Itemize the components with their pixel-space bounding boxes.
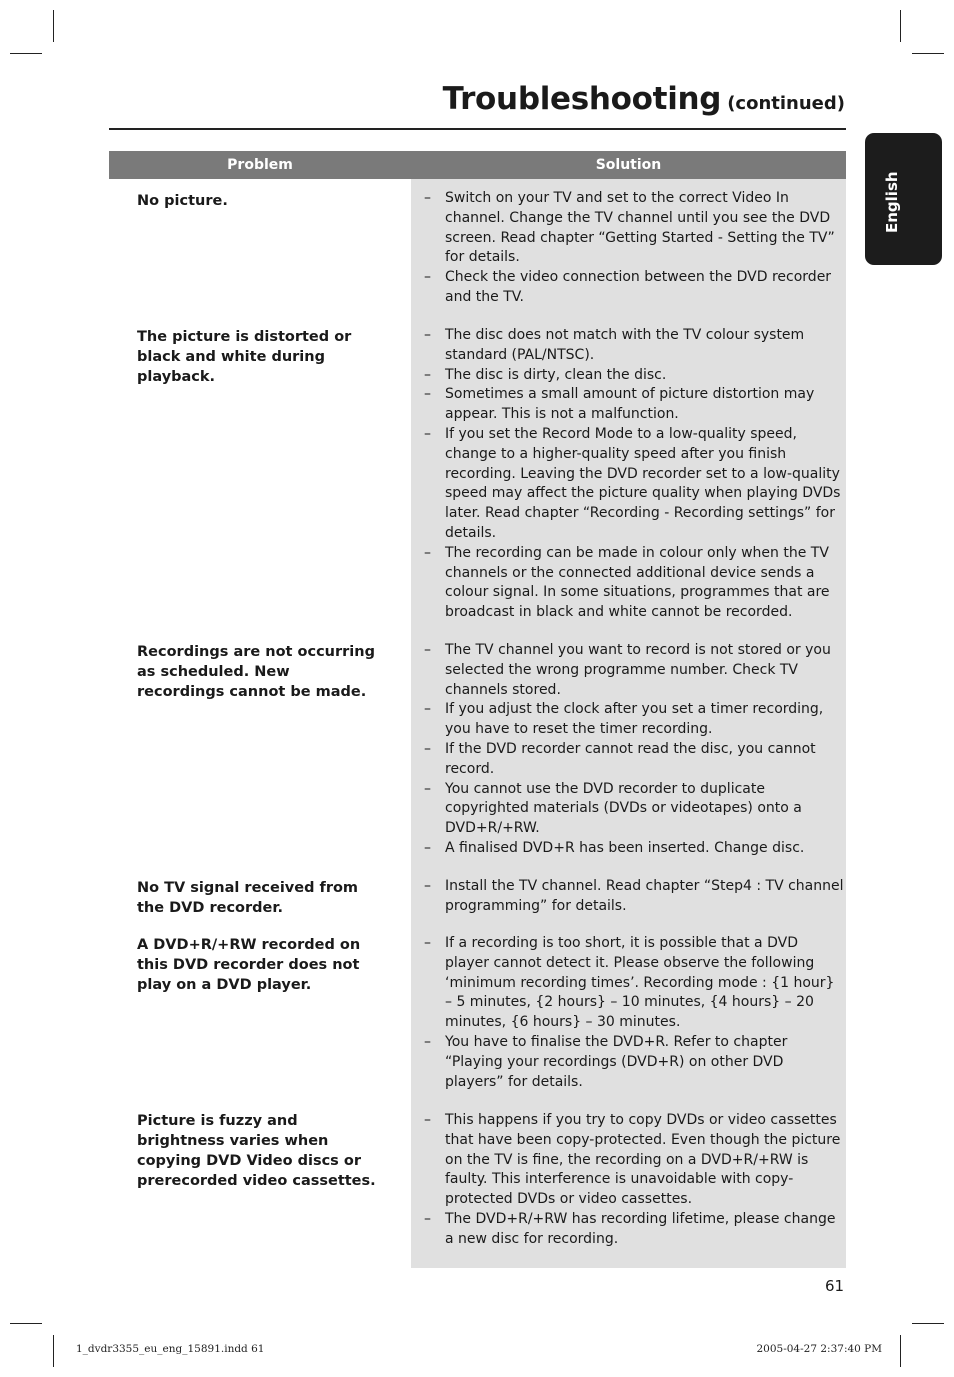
page-title-main: Troubleshooting <box>442 81 722 117</box>
footer-timestamp: 2005-04-27 2:37:40 PM <box>756 1343 882 1355</box>
solution-item: – The TV channel you want to record is not stored or you selected the wrong programme number. Check TV channels stored. <box>411 641 844 700</box>
problem-text: No TV signal received from the DVD recorder. <box>137 880 359 916</box>
solution-item: – The disc does not match with the TV colour system standard (PAL/NTSC). <box>411 326 844 366</box>
language-tab-label: English <box>883 171 901 233</box>
solution-item: – If the DVD recorder cannot read the disc, you cannot record. <box>411 740 844 780</box>
solution-item: – This happens if you try to copy DVDs or video cassettes that have been copy-protected. Even though the picture on the TV is fine, the recording on a DVD+R/+RW is faulty. This interference is unavoidable with copy-protected DVDs or video cassettes. <box>411 1111 844 1210</box>
solution-item: – A finalised DVD+R has been inserted. Change disc. <box>411 839 844 859</box>
solution-list <box>411 934 844 1092</box>
problem-text: Recordings are not occurring as scheduled. New recordings cannot be made. <box>137 644 375 700</box>
solution-item: – If you adjust the clock after you set a timer recording, you have to reset the timer recording. <box>411 700 844 740</box>
solution-item: – The recording can be made in colour only when the TV channels or the connected additional device sends a colour signal. In some situations, programmes that are broadcast in black and white cannot be recorded. <box>411 544 844 623</box>
header-problem: Problem <box>227 157 293 173</box>
language-tab <box>865 133 942 265</box>
page-title <box>442 81 845 117</box>
solution-item: – If a recording is too short, it is possible that a DVD player cannot detect it. Please observe the following ‘minimum recording times’. Recording mode : {1 hour} – 5 minutes, {2 hours} – 10 minutes, {4 hours} – 20 minutes, {6 hours} – 30 minutes. <box>411 934 844 1033</box>
crop-mark <box>53 10 54 42</box>
solution-item: – The disc is dirty, clean the disc. <box>411 366 844 386</box>
solution-item: – The DVD+R/+RW has recording lifetime, please change a new disc for recording. <box>411 1210 844 1250</box>
table-header <box>109 151 846 179</box>
solution-item: – If you set the Record Mode to a low-quality speed, change to a higher-quality speed after you finish recording. Leaving the DVD recorder set to a low-quality speed may affect the picture quality when playing DVDs later. Read chapter “Recording - Recording settings” for details. <box>411 425 844 544</box>
crop-mark <box>900 10 901 42</box>
header-solution: Solution <box>595 157 662 173</box>
problem-text: A DVD+R/+RW recorded on this DVD recorder does not play on a DVD player. <box>137 937 361 993</box>
solution-item: – Check the video connection between the DVD recorder and the TV. <box>411 268 844 308</box>
solution-list <box>411 189 844 308</box>
problem-text: The picture is distorted or black and white during playback. <box>137 329 352 385</box>
problem-text: No picture. <box>137 193 228 209</box>
solution-item: – You cannot use the DVD recorder to duplicate copyrighted materials (DVDs or videotapes) onto a DVD+R/+RW. <box>411 780 844 839</box>
crop-mark <box>53 1335 54 1367</box>
crop-mark <box>912 1323 944 1324</box>
solution-list <box>411 1111 844 1250</box>
crop-mark <box>912 53 944 54</box>
problem-text: Picture is fuzzy and brightness varies when copying DVD Video discs or prerecorded video cassettes. <box>137 1113 376 1189</box>
page-title-suffix: (continued) <box>727 93 845 114</box>
solution-item: – Sometimes a small amount of picture distortion may appear. This is not a malfunction. <box>411 385 844 425</box>
solution-list <box>411 877 844 917</box>
crop-mark <box>10 1323 42 1324</box>
solution-item: – Switch on your TV and set to the correct Video In channel. Change the TV channel until you see the DVD screen. Read chapter “Getting Started - Setting the TV” for details. <box>411 189 844 268</box>
title-rule <box>109 128 846 130</box>
solution-list <box>411 326 844 623</box>
crop-mark <box>900 1335 901 1367</box>
solution-item: – Install the TV channel. Read chapter “Step4 : TV channel programming” for details. <box>411 877 844 917</box>
footer-filename: 1_dvdr3355_eu_eng_15891.indd 61 <box>76 1343 265 1355</box>
crop-mark <box>10 53 42 54</box>
solution-item: – You have to finalise the DVD+R. Refer to chapter “Playing your recordings (DVD+R) on other DVD players” for details. <box>411 1033 844 1092</box>
page-number: 61 <box>825 1277 845 1295</box>
solution-list <box>411 641 844 859</box>
